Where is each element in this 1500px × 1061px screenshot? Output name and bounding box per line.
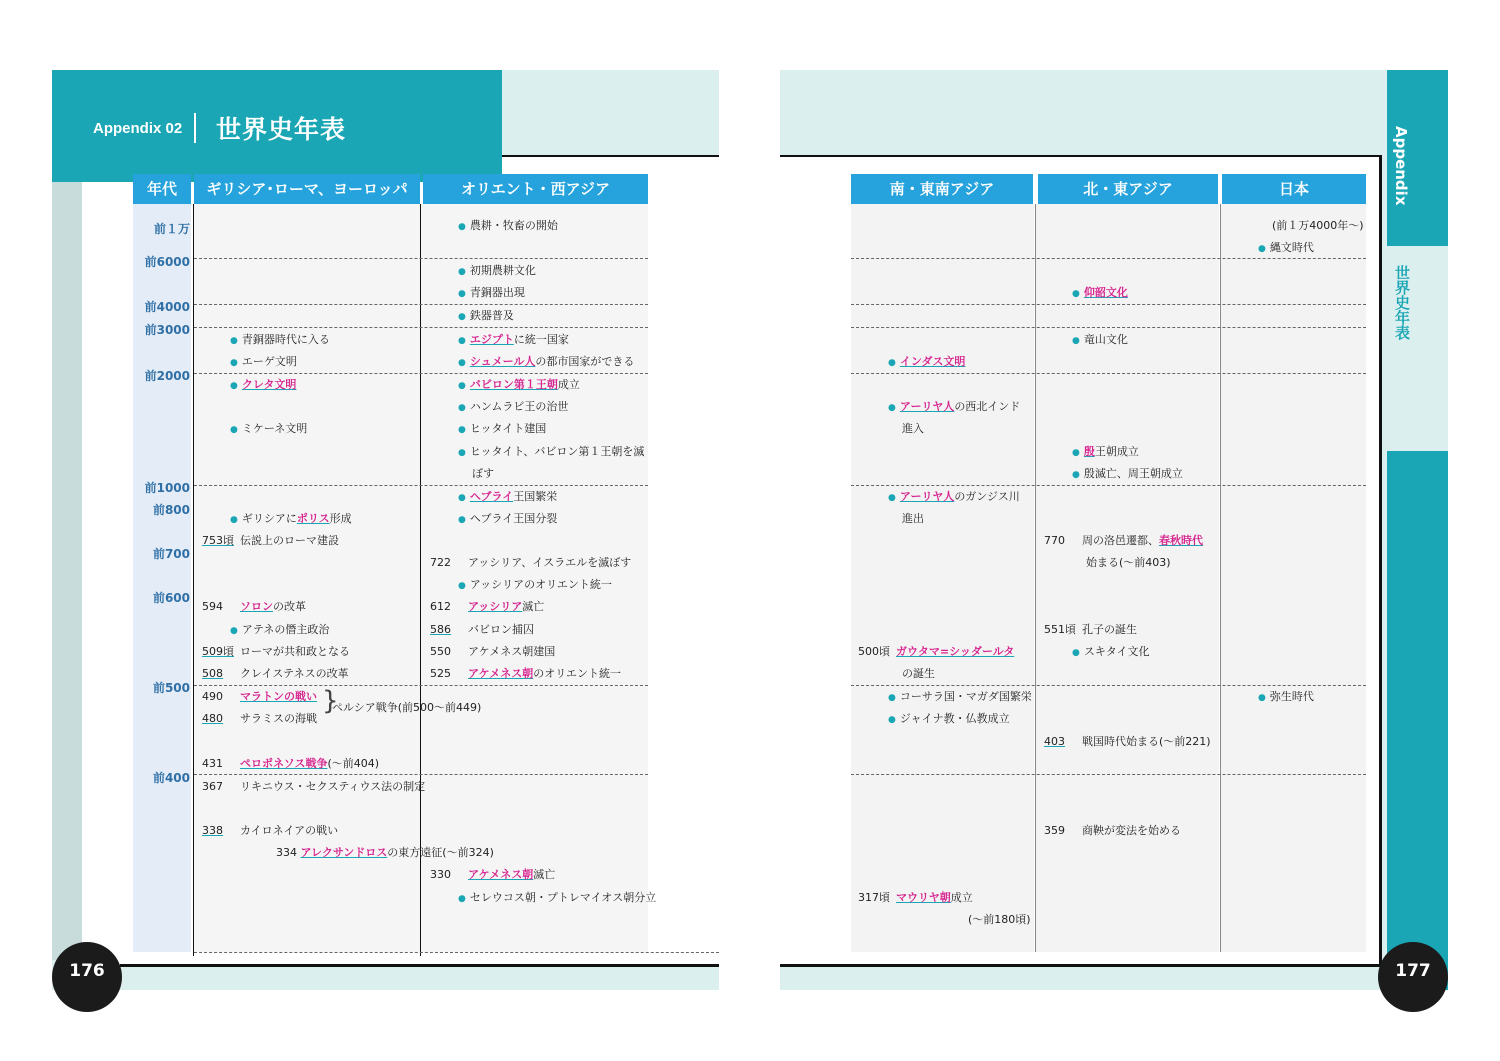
timeline-event xyxy=(202,780,425,794)
event-text: セレウコス朝・プトレマイオス朝分立 xyxy=(469,891,657,904)
event-text: コーサラ国・マガダ国繁栄 xyxy=(899,690,1032,703)
timeline-event xyxy=(332,701,481,715)
timeline-event xyxy=(230,422,307,437)
timeline-event xyxy=(430,667,621,681)
event-text: ヘブライ王国分裂 xyxy=(469,512,558,525)
bullet-icon: ● xyxy=(230,515,238,525)
timeline-event xyxy=(458,355,634,370)
timeline-event xyxy=(458,219,558,234)
column-header-europe: ギリシア･ローマ、ヨーロッパ xyxy=(194,174,420,204)
timeline-event xyxy=(458,400,568,415)
event-text: ぼす xyxy=(472,467,494,480)
event-text: 成立 xyxy=(557,378,580,391)
event-text: 商鞅が変法を始める xyxy=(1082,824,1181,837)
timeline-event xyxy=(472,467,494,481)
left-page-spine-strip xyxy=(52,180,82,960)
event-year: 586 xyxy=(430,623,451,636)
timeline-event xyxy=(458,578,612,593)
timeline-event xyxy=(202,645,350,659)
timeline-event xyxy=(888,490,1020,505)
key-term: シュメール人 xyxy=(469,355,536,368)
year-label: 前600 xyxy=(152,591,190,605)
year-label: 前3000 xyxy=(144,323,190,337)
timeline-event xyxy=(202,690,317,704)
event-text: (前１万4000年～) xyxy=(1272,219,1364,232)
event-year: 722 xyxy=(430,556,451,569)
timeline-event xyxy=(230,378,296,393)
timeline-event xyxy=(858,645,1014,659)
right-bottom-rule xyxy=(780,964,1382,967)
bullet-icon: ● xyxy=(458,358,466,368)
timeline-event xyxy=(430,623,534,637)
side-tab-bottom xyxy=(1387,451,1448,990)
timeline-event xyxy=(1272,219,1364,233)
event-year: 500頃 xyxy=(858,645,890,658)
timeline-event xyxy=(430,556,631,570)
event-text: リキニウス・セクスティウス法の制定 xyxy=(240,780,426,793)
timeline-event xyxy=(888,690,1032,705)
page-number-right: 177 xyxy=(1378,942,1448,1012)
east-asia-column-bg xyxy=(1036,204,1219,952)
timeline-event xyxy=(458,490,557,505)
column-header-east-asia: 北・東アジア xyxy=(1038,174,1218,204)
event-year: 550 xyxy=(430,645,451,658)
event-text: (～前404) xyxy=(327,757,380,770)
timeline-event xyxy=(230,512,352,527)
event-text: 竜山文化 xyxy=(1083,333,1128,346)
event-year: 551頃 xyxy=(1044,623,1076,636)
row-divider xyxy=(851,685,1366,686)
timeline-event xyxy=(1258,690,1314,705)
column-divider xyxy=(1035,204,1036,952)
event-text: の誕生 xyxy=(902,667,935,680)
event-year: 480 xyxy=(202,712,223,725)
year-label: 前4000 xyxy=(144,300,190,314)
bullet-icon: ● xyxy=(458,493,466,503)
row-divider xyxy=(194,304,648,305)
key-term: ソロン xyxy=(240,600,273,613)
column-divider xyxy=(193,204,194,956)
bullet-icon: ● xyxy=(458,894,466,904)
event-text: ジャイナ教・仏教成立 xyxy=(899,712,1010,725)
bullet-icon: ● xyxy=(458,515,466,525)
bullet-icon: ● xyxy=(888,693,896,703)
timeline-event xyxy=(1072,645,1150,660)
timeline-event xyxy=(458,264,536,279)
timeline-event xyxy=(458,333,569,348)
timeline-event xyxy=(858,891,973,905)
persian-war-brace: } xyxy=(322,686,339,716)
event-text: サラミスの海戦 xyxy=(240,712,317,725)
event-text: 縄文時代 xyxy=(1269,241,1314,254)
bullet-icon: ● xyxy=(458,448,466,458)
event-text: ヒッタイト、バビロン第１王朝を滅 xyxy=(469,445,645,458)
event-text: 滅亡 xyxy=(533,868,556,881)
event-text: 滅亡 xyxy=(522,600,545,613)
event-year: 403 xyxy=(1044,735,1065,748)
timeline-event xyxy=(458,309,514,324)
key-term: アレクサンドロス xyxy=(300,846,388,859)
event-text: のオリエント統一 xyxy=(533,667,622,680)
year-label: 前2000 xyxy=(144,369,190,383)
event-text: スキタイ文化 xyxy=(1083,645,1150,658)
bullet-icon: ● xyxy=(1258,693,1266,703)
timeline-event xyxy=(202,600,306,614)
side-tab-appendix: Appendix xyxy=(1392,126,1410,206)
timeline-event xyxy=(1044,824,1181,838)
event-text: 進出 xyxy=(902,512,924,525)
event-text: のガンジス川 xyxy=(954,490,1020,503)
key-term: ガウタマ=シッダールタ xyxy=(896,645,1015,658)
timeline-event xyxy=(902,667,935,681)
timeline-event xyxy=(902,512,924,526)
timeline-event xyxy=(202,534,339,548)
bullet-icon: ● xyxy=(888,715,896,725)
event-text: 弥生時代 xyxy=(1269,690,1314,703)
key-term: 春秋時代 xyxy=(1159,534,1203,547)
timeline-event xyxy=(430,600,544,614)
page-title: 世界史年表 xyxy=(216,115,347,144)
row-divider xyxy=(851,258,1366,259)
row-divider xyxy=(194,774,648,775)
timeline-event xyxy=(1072,467,1183,482)
bullet-icon: ● xyxy=(1072,648,1080,658)
event-year: 431 xyxy=(202,757,223,770)
appendix-label: Appendix 02 xyxy=(93,120,183,137)
timeline-event xyxy=(202,667,349,681)
bullet-icon: ● xyxy=(458,581,466,591)
year-column xyxy=(133,204,191,952)
bullet-icon: ● xyxy=(458,425,466,435)
row-divider xyxy=(194,685,648,686)
bullet-icon: ● xyxy=(1072,470,1080,480)
timeline-event xyxy=(902,422,924,436)
event-year: 612 xyxy=(430,600,451,613)
key-term: 仰韶文化 xyxy=(1083,286,1128,299)
timeline-event xyxy=(888,712,1010,727)
timeline-event xyxy=(202,824,338,838)
key-term: 殷 xyxy=(1083,445,1095,458)
event-text: ギリシアに xyxy=(241,512,297,525)
row-divider xyxy=(194,373,648,374)
event-year: 330 xyxy=(430,868,451,881)
event-text: カイロネイアの戦い xyxy=(240,824,339,837)
japan-column-bg xyxy=(1221,204,1366,952)
bullet-icon: ● xyxy=(230,381,238,391)
bullet-icon: ● xyxy=(458,312,466,322)
event-text: アケメネス朝建国 xyxy=(468,645,556,658)
event-text: (～前180頃) xyxy=(968,913,1031,926)
event-text: アテネの僭主政治 xyxy=(241,623,330,636)
timeline-event xyxy=(458,445,644,460)
bullet-icon: ● xyxy=(458,289,466,299)
timeline-event xyxy=(458,891,656,906)
row-divider xyxy=(194,952,719,953)
bullet-icon: ● xyxy=(230,336,238,346)
event-year: 770 xyxy=(1044,534,1065,547)
timeline-event xyxy=(1072,333,1128,348)
timeline-event xyxy=(968,913,1031,927)
event-text: に統一国家 xyxy=(513,333,569,346)
timeline-event xyxy=(1044,623,1137,637)
europe-column-bg xyxy=(194,204,420,952)
timeline-event xyxy=(276,846,494,860)
timeline-event xyxy=(230,623,329,638)
event-year: 753頃 xyxy=(202,534,234,547)
event-text: 殷滅亡、周王朝成立 xyxy=(1083,467,1183,480)
row-divider xyxy=(194,485,648,486)
year-label: 前１万 xyxy=(153,222,190,236)
bullet-icon: ● xyxy=(888,493,896,503)
timeline-event xyxy=(888,355,965,370)
south-asia-column-bg xyxy=(851,204,1034,952)
event-text: 周の洛邑遷都、 xyxy=(1082,534,1159,547)
bullet-icon: ● xyxy=(458,403,466,413)
row-divider xyxy=(851,485,1366,486)
event-text: の東方遠征(～前324) xyxy=(387,846,494,859)
event-text: 戦国時代始まる(～前221) xyxy=(1082,735,1211,748)
timeline-event xyxy=(1072,445,1139,460)
event-year: 490 xyxy=(202,690,223,703)
event-text: の西北インド xyxy=(954,400,1021,413)
event-text: クレイステネスの改革 xyxy=(240,667,349,680)
key-term: アケメネス朝 xyxy=(468,667,534,680)
event-text: 孔子の誕生 xyxy=(1082,623,1137,636)
event-text: 初期農耕文化 xyxy=(469,264,536,277)
right-top-rule xyxy=(780,155,1380,157)
timeline-event xyxy=(202,712,317,726)
column-divider xyxy=(1220,204,1221,952)
event-year: 359 xyxy=(1044,824,1065,837)
event-text: バビロン捕囚 xyxy=(468,623,534,636)
left-top-rule xyxy=(502,155,719,157)
page-number-left: 176 xyxy=(52,942,122,1012)
key-term: マラトンの戦い xyxy=(240,690,317,703)
row-divider xyxy=(851,373,1366,374)
event-text: 農耕・牧畜の開始 xyxy=(469,219,558,232)
bullet-icon: ● xyxy=(230,358,238,368)
timeline-event xyxy=(1072,286,1128,301)
event-text: アッシリア、イスラエルを滅ぼす xyxy=(468,556,632,569)
event-text: の改革 xyxy=(273,600,306,613)
year-label: 前1000 xyxy=(144,481,190,495)
event-text: 形成 xyxy=(329,512,352,525)
bullet-icon: ● xyxy=(888,358,896,368)
timeline-event xyxy=(1044,735,1211,749)
right-side-rule xyxy=(1379,155,1382,967)
bullet-icon: ● xyxy=(458,381,466,391)
year-label: 前700 xyxy=(152,547,190,561)
bullet-icon: ● xyxy=(1258,244,1266,254)
event-text: 始まる(～前403) xyxy=(1086,556,1171,569)
row-divider xyxy=(851,304,1366,305)
event-text: アッシリアのオリエント統一 xyxy=(469,578,612,591)
key-term: アーリヤ人 xyxy=(899,400,955,413)
side-tab-title: 世界史年表 xyxy=(1393,265,1411,340)
bullet-icon: ● xyxy=(1072,448,1080,458)
event-year: 367 xyxy=(202,780,223,793)
key-term: マウリヤ朝 xyxy=(896,891,951,904)
event-text: 王朝成立 xyxy=(1094,445,1139,458)
key-term: ヘブライ xyxy=(469,490,514,503)
bullet-icon: ● xyxy=(230,425,238,435)
timeline-event xyxy=(458,512,557,527)
bullet-icon: ● xyxy=(1072,336,1080,346)
event-text: 伝説上のローマ建設 xyxy=(240,534,339,547)
column-header-year: 年代 xyxy=(133,174,191,204)
key-term: アーリヤ人 xyxy=(899,490,955,503)
timeline-event xyxy=(458,286,525,301)
year-label: 前500 xyxy=(152,681,190,695)
row-divider xyxy=(194,258,648,259)
timeline-event xyxy=(430,645,555,659)
column-header-south-asia: 南・東南アジア xyxy=(851,174,1033,204)
key-term: エジプト xyxy=(469,333,514,346)
bullet-icon: ● xyxy=(888,403,896,413)
timeline-event xyxy=(202,757,379,771)
event-year: 525 xyxy=(430,667,451,680)
event-text: 鉄器普及 xyxy=(469,309,514,322)
year-label: 前400 xyxy=(152,771,190,785)
event-text: 青銅器出現 xyxy=(469,286,525,299)
bullet-icon: ● xyxy=(1072,289,1080,299)
key-term: バビロン第１王朝 xyxy=(469,378,558,391)
timeline-event xyxy=(1044,534,1203,548)
timeline-event xyxy=(1258,241,1314,256)
timeline-event xyxy=(230,355,297,370)
event-text: ハンムラビ王の治世 xyxy=(469,400,569,413)
timeline-event xyxy=(888,400,1020,415)
event-text: 進入 xyxy=(902,422,924,435)
key-term: アケメネス朝 xyxy=(468,868,534,881)
event-text: 青銅器時代に入る xyxy=(241,333,330,346)
column-header-orient: オリエント・西アジア xyxy=(423,174,648,204)
event-year: 509頃 xyxy=(202,645,234,658)
row-divider xyxy=(194,327,648,328)
year-label: 前6000 xyxy=(144,255,190,269)
bullet-icon: ● xyxy=(458,222,466,232)
column-divider xyxy=(420,204,421,956)
timeline-event xyxy=(230,333,330,348)
event-year: 338 xyxy=(202,824,223,837)
key-term: クレタ文明 xyxy=(241,378,297,391)
year-label: 前800 xyxy=(152,503,190,517)
timeline-event xyxy=(1086,556,1171,570)
event-text: 成立 xyxy=(950,891,973,904)
event-text: ローマが共和政となる xyxy=(240,645,350,658)
timeline-event xyxy=(458,422,546,437)
event-text: の都市国家ができる xyxy=(535,355,635,368)
key-term: ペロポネソス戦争 xyxy=(240,757,328,770)
event-year: 317頃 xyxy=(858,891,890,904)
title-separator xyxy=(194,113,196,143)
event-year: 594 xyxy=(202,600,223,613)
bullet-icon: ● xyxy=(458,336,466,346)
column-header-japan: 日本 xyxy=(1222,174,1366,204)
left-bottom-rule xyxy=(120,964,719,967)
event-year: 508 xyxy=(202,667,223,680)
row-divider xyxy=(851,327,1366,328)
bullet-icon: ● xyxy=(230,626,238,636)
event-text: ヒッタイト建国 xyxy=(469,422,547,435)
bullet-icon: ● xyxy=(458,267,466,277)
timeline-event xyxy=(430,868,555,882)
key-term: ポリス xyxy=(296,512,330,525)
event-text: 王国繁栄 xyxy=(513,490,558,503)
row-divider xyxy=(851,774,1366,775)
event-text: エーゲ文明 xyxy=(241,355,297,368)
key-term: インダス文明 xyxy=(899,355,966,368)
key-term: アッシリア xyxy=(468,600,523,613)
event-text: 334 xyxy=(276,846,301,859)
event-text: ミケーネ文明 xyxy=(241,422,308,435)
event-text: ペルシア戦争(前500～前449) xyxy=(332,701,482,714)
timeline-event xyxy=(458,378,580,393)
